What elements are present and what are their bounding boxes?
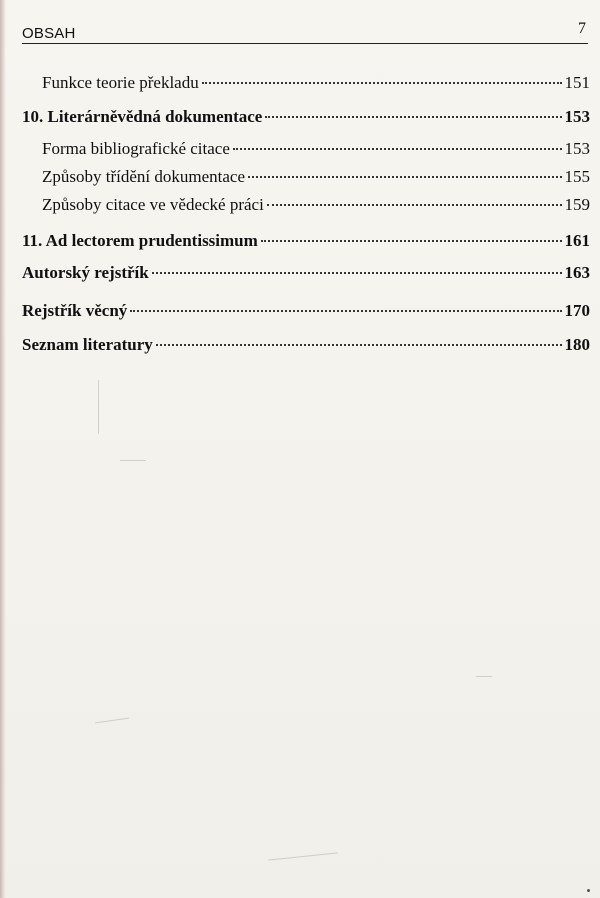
section-title: OBSAH (22, 25, 76, 42)
toc-entry (22, 230, 590, 252)
paper-mark (587, 889, 590, 892)
dot-leader (233, 148, 562, 150)
toc-entry-label: Rejstřík věcný (22, 301, 128, 320)
toc-entry (42, 166, 590, 188)
toc-entry-label: 10. Literárněvědná dokumentace (22, 107, 263, 126)
toc-entry-label: Forma bibliografické citace (42, 139, 230, 158)
dot-leader (152, 272, 562, 274)
toc-entry (42, 138, 590, 160)
page-number: 7 (578, 20, 586, 37)
toc-entry-page: 159 (564, 195, 590, 214)
toc-entry (42, 72, 590, 94)
dot-leader (248, 176, 561, 178)
toc-entry-label: Způsoby třídění dokumentace (42, 167, 246, 186)
toc-entry (22, 106, 590, 128)
paper-mark (95, 718, 129, 724)
toc-entry-page: 151 (564, 73, 590, 92)
toc-entry (22, 262, 590, 284)
toc-entry-page: 155 (564, 167, 590, 186)
toc-entry-page: 161 (564, 231, 590, 250)
toc-entry-page: 153 (564, 107, 590, 126)
toc-entry (42, 194, 590, 216)
toc-entry-page: 153 (564, 139, 590, 158)
dot-leader (265, 116, 561, 118)
paper-mark (120, 460, 146, 461)
dot-leader (130, 310, 561, 312)
toc-entry-label: 11. Ad lectorem prudentissimum (22, 231, 258, 250)
paper-mark (476, 676, 492, 677)
dot-leader (261, 240, 562, 242)
toc-entry-label: Seznam literatury (22, 335, 153, 354)
paper-mark (98, 380, 99, 434)
dot-leader (267, 204, 562, 206)
toc-entry (22, 300, 590, 322)
paper-mark (268, 852, 338, 860)
toc-entry-page: 163 (564, 263, 590, 282)
header-rule (22, 43, 588, 44)
toc-entry-label: Funkce teorie překladu (42, 73, 199, 92)
toc-entry-page: 170 (564, 301, 590, 320)
dot-leader (202, 82, 562, 84)
toc-entry-label: Autorský rejstřík (22, 263, 149, 282)
running-header (22, 20, 588, 44)
toc-entry (22, 334, 590, 356)
toc-entry-label: Způsoby citace ve vědecké práci (42, 195, 264, 214)
page-edge (0, 0, 6, 898)
dot-leader (156, 344, 562, 346)
toc-entry-page: 180 (564, 335, 590, 354)
